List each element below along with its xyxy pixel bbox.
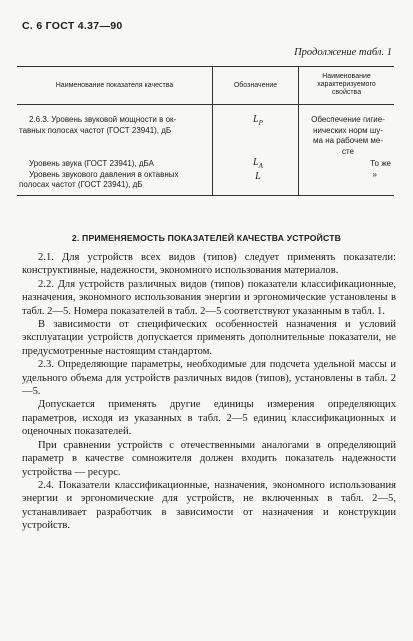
col-header-property — [299, 73, 394, 97]
parameters-table — [17, 66, 394, 196]
row-1-name-line: тавных полосах частот (ГОСТ 23941), дБ — [19, 125, 172, 135]
paragraph-2-3: 2.3. Определяющие параметры, необходимые для подсчета удельной массы и удельного объема для устройств различных видов (типов), установлены в табл. 2—5. — [22, 359, 396, 398]
row-2-property-same: То же — [370, 159, 391, 168]
col-header-property-line: свойства — [331, 89, 362, 96]
table-row-2-name — [19, 159, 209, 191]
page-header: С. 6 ГОСТ 4.37—90 — [22, 20, 123, 32]
symbol-subscript: P — [258, 119, 263, 127]
table-header-rule — [17, 104, 394, 105]
row-1-name-line: 2.6.3. Уровень звуковой мощности в ок- — [29, 115, 177, 124]
col-header-property-line: Наименование — [322, 73, 371, 80]
paragraph-2-1: 2.1. Для устройств всех видов (типов) следует применять показатели: конструктивные, надежности, экономного использования материалов. — [22, 252, 396, 277]
paragraph-2-2-dependence: В зависимости от специфических особенностей назначения и условий эксплуатации устройств допускается применять дополнительные показатели, не предусмотренные настоящим стандартом. — [22, 319, 396, 357]
symbol-letter: L — [253, 114, 259, 125]
col-header-symbol: Обозначение — [233, 82, 278, 89]
paragraph-2-3-units: Допускается применять другие единицы измерения определяющих параметров, исходя из указанных в табл. 2—5 единиц классификационных и оценочных показателей. — [22, 399, 396, 438]
symbol-letter: L — [253, 157, 259, 168]
row-2-symbol-2: L — [255, 171, 261, 182]
row-2-name-line: полосах частот (ГОСТ 23941), дБ — [19, 180, 143, 189]
table-top-rule — [17, 66, 394, 67]
row-1-property-line: сте — [341, 146, 355, 156]
col-header-name: Наименование показателя качества — [55, 82, 174, 89]
table-row-1-name — [19, 115, 209, 136]
table-bottom-rule — [17, 195, 394, 196]
paragraph-2-3-comparison: При сравнении устройств с отечественными аналогами в определяющий параметр в качестве сомножителя должен входить показатель надежности устройства — ресурс. — [22, 439, 396, 478]
symbol-subscript: A — [258, 162, 263, 170]
table-continuation-label: Продолжение табл. 1 — [294, 47, 392, 58]
row-1-property-line: Обеспечение гигие- — [311, 115, 385, 124]
paragraph-2-2: 2.2. Для устройств различных видов (типов) показатели классификационные, назначения, экономного использования энергии и эргономические установлены в табл. 2—5. Номера показателей в табл. 2—5 соответствуют указанным в табл. 1. — [22, 278, 396, 317]
table-row-2-symbols — [253, 158, 263, 182]
col-header-property-line: характеризуемого — [317, 81, 376, 88]
table-row-2-property — [303, 159, 393, 180]
section-title: 2. ПРИМЕНЯЕМОСТЬ ПОКАЗАТЕЛЕЙ КАЧЕСТВА УСТРОЙСТВ — [71, 233, 342, 243]
table-row-1-property — [303, 115, 393, 157]
row-2-name-line: Уровень звука (ГОСТ 23941), дБА — [29, 159, 154, 168]
row-1-property-line: нических норм шу- — [313, 125, 383, 135]
row-1-property-line: ма на рабочем ме- — [313, 136, 383, 145]
row-2-symbol-1 — [253, 158, 263, 171]
paragraph-2-4: 2.4. Показатели классификационные, назначения, экономного использования энергии и эргономические для устройств, не включенных в табл. 2—5, устанавливает разработчик в зависимости от назначения и конструкции устройств. — [22, 479, 396, 532]
section-body — [22, 251, 396, 533]
table-row-1-symbol — [253, 114, 263, 127]
row-2-property-ditto: » — [372, 169, 377, 179]
row-2-name-line: Уровень звукового давления в октавных — [29, 169, 179, 179]
